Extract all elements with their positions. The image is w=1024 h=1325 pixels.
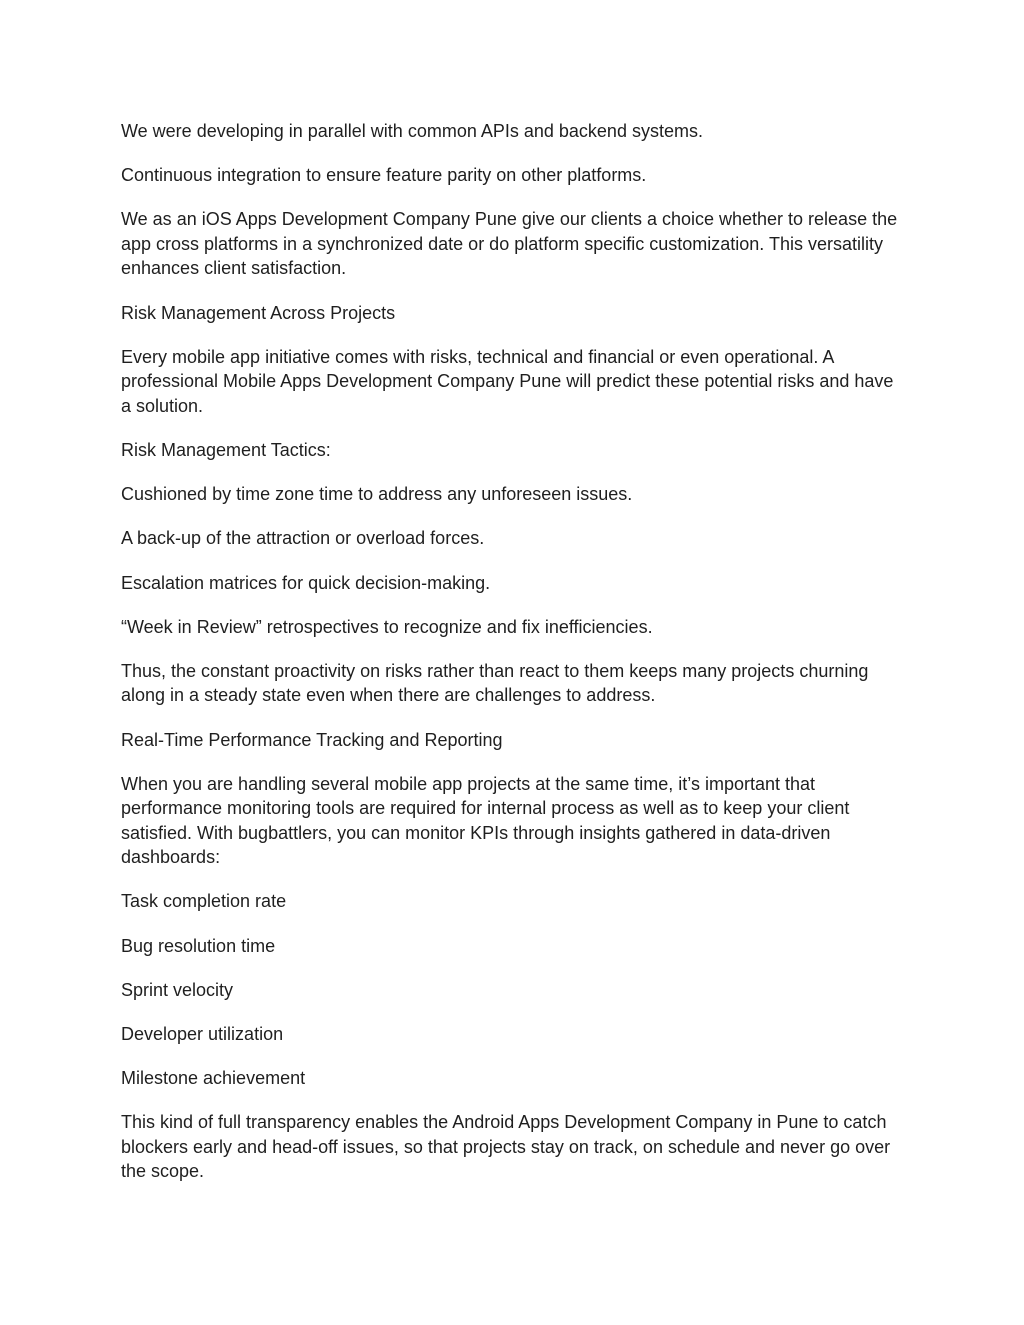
list-item-task-completion: Task completion rate [121,891,287,912]
list-item-week-in-review: “Week in Review” retrospectives to recognize and fix inefficiencies. [121,616,653,637]
list-item-milestone-achievement: Milestone achievement [121,1068,306,1089]
heading-risk-tactics: Risk Management Tactics: [121,439,331,460]
document-body [121,119,901,1204]
list-item-bug-resolution: Bug resolution time [121,935,276,956]
paragraph-proactivity: Thus, the constant proactivity on risks rather than react to them keeps many projects churning along in a steady state even when there are challenges to address. [121,660,869,706]
list-item-time-buffer: Cushioned by time zone time to address any unforeseen issues. [121,484,633,505]
paragraph-parallel-development: We were developing in parallel with common APIs and backend systems. [121,121,703,141]
list-item-escalation: Escalation matrices for quick decision-making. [121,572,491,593]
paragraph-continuous-integration: Continuous integration to ensure feature parity on other platforms. [121,165,647,186]
heading-risk-management: Risk Management Across Projects [121,302,396,323]
heading-performance-tracking: Real-Time Performance Tracking and Reporting [121,729,503,750]
paragraph-performance-monitoring: When you are handling several mobile app projects at the same time, it’s important that performance monitoring tools are required for internal process as well as to keep your client satisfied. With bugbattlers, you can monitor KPIs through insights gathered in data-driven dashboards: [121,773,850,868]
paragraph-risk-overview: Every mobile app initiative comes with risks, technical and financial or even operational. A professional Mobile Apps Development Company Pune will predict these potential risks and have a solution. [121,346,894,416]
list-item-sprint-velocity: Sprint velocity [121,979,234,1000]
paragraph-ios-release-choice: We as an iOS Apps Development Company Pune give our clients a choice whether to release the app cross platforms in a synchronized date or do platform specific customization. This versatility enhances client satisfaction. [121,209,898,279]
list-item-backup: A back-up of the attraction or overload forces. [121,528,485,549]
paragraph-transparency: This kind of full transparency enables the Android Apps Development Company in Pune to catch blockers early and head-off issues, so that projects stay on track, on schedule and never go over the scope. [121,1112,891,1182]
list-item-developer-utilization: Developer utilization [121,1024,284,1044]
